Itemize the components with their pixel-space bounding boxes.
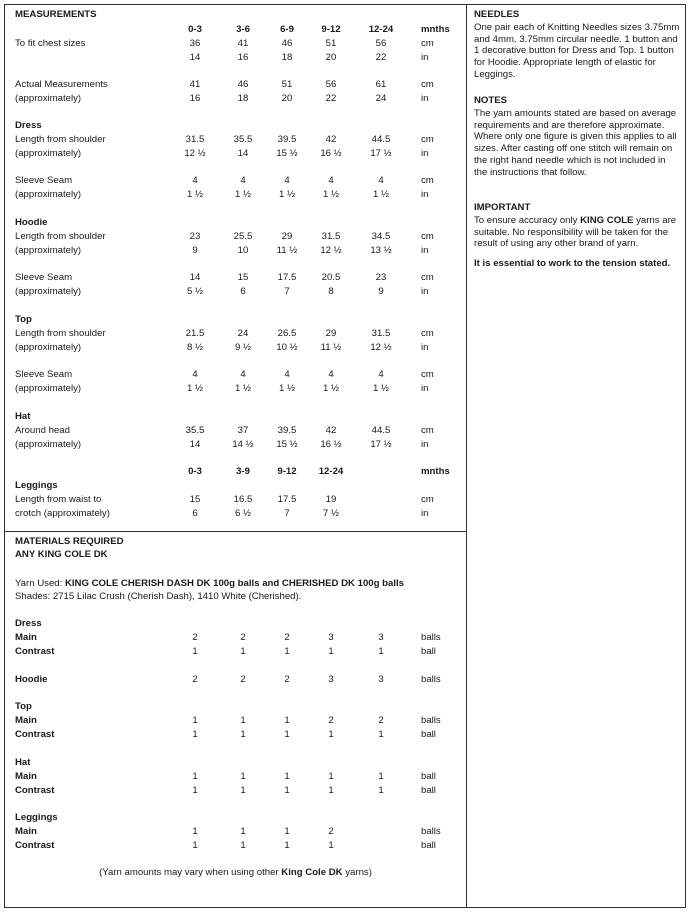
unit-label: ball	[421, 729, 436, 740]
row-label: Length from shoulder	[15, 231, 106, 242]
in-value: 20	[325, 52, 337, 63]
in-value: 1 ½	[234, 383, 251, 394]
in-value: 15 ½	[276, 439, 298, 450]
cm-value: 14	[189, 272, 201, 283]
in-value: 14	[189, 52, 201, 63]
unit-label: balls	[421, 715, 441, 726]
in-value: 7 ½	[322, 508, 339, 519]
cm-value: 36	[189, 38, 201, 49]
section-title: Top	[15, 701, 32, 712]
cm-value: 4	[240, 175, 246, 186]
cm-value: 39.5	[277, 425, 297, 436]
ball-count: 1	[378, 646, 384, 657]
ball-count: 1	[192, 646, 198, 657]
row-label: (approximately)	[15, 439, 82, 450]
unit-label: cm	[421, 328, 434, 339]
cm-value: 4	[284, 175, 290, 186]
ball-count: 1	[284, 715, 290, 726]
unit-label: cm	[421, 231, 434, 242]
ball-count: 1	[328, 840, 334, 851]
cm-value: 41	[237, 38, 249, 49]
ball-count: 1	[328, 785, 334, 796]
size-header: 12-24	[368, 24, 394, 35]
unit-label: in	[421, 148, 429, 159]
row-label: (approximately)	[15, 93, 82, 104]
in-value: 10	[237, 245, 249, 256]
materials-heading: MATERIALS REQUIRED	[15, 536, 124, 547]
shades: Shades: 2715 Lilac Crush (Cherish Dash), 1410 White (Cherished).	[15, 591, 302, 602]
row-label: Contrast	[15, 785, 55, 796]
unit-label: in	[421, 286, 429, 297]
cm-value: 46	[237, 79, 249, 90]
yarn-used: Yarn Used: KING COLE CHERISH DASH DK 100g balls and CHERISHED DK 100g balls	[15, 578, 404, 589]
in-value: 1 ½	[322, 189, 339, 200]
row-label: Contrast	[15, 840, 55, 851]
in-value: 22	[325, 93, 337, 104]
column-divider	[466, 4, 467, 908]
unit-label: cm	[421, 38, 434, 49]
cm-value: 17.5	[277, 494, 297, 505]
row-label: Contrast	[15, 646, 55, 657]
cm-value: 51	[325, 38, 337, 49]
ball-count: 2	[284, 674, 290, 685]
in-value: 9 ½	[234, 342, 251, 353]
in-value: 16 ½	[320, 439, 342, 450]
size-header: 0-3	[188, 24, 202, 35]
tension-note: It is essential to work to the tension stated.	[474, 258, 671, 270]
ball-count: 1	[192, 785, 198, 796]
cm-value: 4	[328, 175, 334, 186]
in-value: 5 ½	[186, 286, 203, 297]
cm-value: 4	[240, 369, 246, 380]
in-value: 1 ½	[372, 383, 389, 394]
cm-value: 31.5	[321, 231, 341, 242]
section-title: Hoodie	[15, 674, 48, 685]
row-label: Sleeve Seam	[15, 272, 73, 283]
cm-value: 46	[281, 38, 293, 49]
unit-label: cm	[421, 369, 434, 380]
row-label: Main	[15, 632, 37, 643]
ball-count: 1	[240, 771, 246, 782]
ball-count: 1	[284, 785, 290, 796]
ball-count: 2	[240, 632, 246, 643]
unit-label: ball	[421, 785, 436, 796]
row-label: Main	[15, 826, 37, 837]
section-title: Top	[15, 314, 32, 325]
ball-count: 1	[284, 729, 290, 740]
unit-label: in	[421, 342, 429, 353]
unit-label: ball	[421, 646, 436, 657]
cm-value: 21.5	[185, 328, 205, 339]
in-value: 9	[192, 245, 198, 256]
cm-value: 4	[328, 369, 334, 380]
cm-value: 34.5	[371, 231, 391, 242]
row-label: Around head	[15, 425, 70, 436]
in-value: 17 ½	[370, 439, 392, 450]
in-value: 14 ½	[232, 439, 254, 450]
in-value: 6 ½	[234, 508, 251, 519]
section-title: Hat	[15, 411, 31, 422]
in-value: 9	[378, 286, 384, 297]
ball-count: 2	[328, 715, 334, 726]
in-value: 14	[237, 148, 249, 159]
size-header: 3-9	[236, 466, 250, 477]
size-header: 6-9	[280, 24, 294, 35]
cm-value: 42	[325, 134, 337, 145]
size-header: 9-12	[277, 466, 297, 477]
ball-count: 1	[240, 785, 246, 796]
row-label: Length from waist to	[15, 494, 102, 505]
unit-label: cm	[421, 272, 434, 283]
cm-value: 39.5	[277, 134, 297, 145]
unit-label: in	[421, 245, 429, 256]
in-value: 22	[375, 52, 387, 63]
cm-value: 15	[189, 494, 201, 505]
cm-value: 61	[375, 79, 387, 90]
cm-value: 23	[375, 272, 387, 283]
cm-value: 25.5	[233, 231, 253, 242]
in-value: 6	[240, 286, 246, 297]
cm-value: 51	[281, 79, 293, 90]
cm-value: 31.5	[185, 134, 205, 145]
row-label: (approximately)	[15, 286, 82, 297]
cm-value: 4	[192, 369, 198, 380]
row-label: Actual Measurements	[15, 79, 108, 90]
unit-label: in	[421, 189, 429, 200]
cm-value: 26.5	[277, 328, 297, 339]
unit-label: in	[421, 93, 429, 104]
unit-label: in	[421, 52, 429, 63]
unit-header: mnths	[421, 24, 450, 35]
ball-count: 1	[192, 771, 198, 782]
in-value: 1 ½	[278, 383, 295, 394]
ball-count: 3	[378, 674, 384, 685]
section-title: Leggings	[15, 480, 58, 491]
ball-count: 1	[378, 771, 384, 782]
in-value: 12 ½	[370, 342, 392, 353]
cm-value: 42	[325, 425, 337, 436]
unit-label: cm	[421, 79, 434, 90]
ball-count: 2	[328, 826, 334, 837]
in-value: 1 ½	[278, 189, 295, 200]
ball-count: 1	[240, 715, 246, 726]
unit-header: mnths	[421, 466, 450, 477]
ball-count: 1	[328, 771, 334, 782]
in-value: 1 ½	[186, 383, 203, 394]
cm-value: 56	[375, 38, 387, 49]
materials-subheading: ANY KING COLE DK	[15, 549, 108, 560]
ball-count: 1	[192, 840, 198, 851]
cm-value: 17.5	[277, 272, 297, 283]
section-title: Leggings	[15, 812, 58, 823]
cm-value: 31.5	[371, 328, 391, 339]
unit-label: balls	[421, 674, 441, 685]
cm-value: 35.5	[185, 425, 205, 436]
ball-count: 1	[328, 729, 334, 740]
cm-value: 24	[237, 328, 249, 339]
footnote: (Yarn amounts may vary when using other King Cole DK yarns)	[99, 867, 372, 878]
cm-value: 41	[189, 79, 201, 90]
row-label: (approximately)	[15, 189, 82, 200]
ball-count: 3	[378, 632, 384, 643]
row-label: Length from shoulder	[15, 134, 106, 145]
in-value: 12 ½	[320, 245, 342, 256]
in-value: 10 ½	[276, 342, 298, 353]
in-value: 1 ½	[234, 189, 251, 200]
unit-label: in	[421, 508, 429, 519]
needles-section	[474, 9, 680, 81]
row-label: Length from shoulder	[15, 328, 106, 339]
row-label: (approximately)	[15, 383, 82, 394]
size-header: 12-24	[318, 466, 344, 477]
size-header: 3-6	[236, 24, 250, 35]
cm-value: 4	[378, 175, 384, 186]
important-section	[474, 202, 680, 270]
cm-value: 4	[378, 369, 384, 380]
row-label: Contrast	[15, 729, 55, 740]
row-label: crotch (approximately)	[15, 508, 110, 519]
important-text: To ensure accuracy only KING COLE yarns are suitable. No responsibility will be taken for the result of using any other brand of yarn.	[474, 214, 677, 250]
notes-section	[474, 95, 680, 179]
ball-count: 1	[284, 826, 290, 837]
needles-text: One pair each of Knitting Needles sizes 3.75mm and 4mm. 3.75mm circular needle. 1 button and 1 decorative button for Dress and Top. 1 button for Hoodie. Appropriate length of elastic for Leggings.	[474, 21, 680, 80]
ball-count: 1	[378, 785, 384, 796]
ball-count: 1	[240, 826, 246, 837]
row-label: Sleeve Seam	[15, 175, 73, 186]
unit-label: ball	[421, 840, 436, 851]
ball-count: 2	[240, 674, 246, 685]
row-label: (approximately)	[15, 342, 82, 353]
row-label: Sleeve Seam	[15, 369, 73, 380]
section-title: Dress	[15, 618, 42, 629]
in-value: 20	[281, 93, 293, 104]
unit-label: cm	[421, 494, 434, 505]
size-header: 0-3	[188, 466, 202, 477]
in-value: 7	[284, 508, 290, 519]
unit-label: balls	[421, 826, 441, 837]
row-label: Main	[15, 715, 37, 726]
cm-value: 44.5	[371, 425, 391, 436]
ball-count: 1	[240, 840, 246, 851]
section-divider	[4, 531, 467, 532]
cm-value: 20.5	[321, 272, 341, 283]
row-label: (approximately)	[15, 245, 82, 256]
cm-value: 44.5	[371, 134, 391, 145]
in-value: 16	[237, 52, 249, 63]
in-value: 1 ½	[322, 383, 339, 394]
cm-value: 29	[325, 328, 337, 339]
in-value: 13 ½	[370, 245, 392, 256]
unit-label: in	[421, 439, 429, 450]
cm-value: 56	[325, 79, 337, 90]
unit-label: cm	[421, 425, 434, 436]
cm-value: 23	[189, 231, 201, 242]
in-value: 18	[281, 52, 293, 63]
cm-value: 4	[192, 175, 198, 186]
in-value: 11 ½	[276, 245, 298, 256]
cm-value: 29	[281, 231, 293, 242]
section-title: Hat	[15, 757, 31, 768]
notes-heading: NOTES	[474, 95, 508, 106]
ball-count: 1	[192, 826, 198, 837]
ball-count: 1	[328, 646, 334, 657]
unit-label: cm	[421, 134, 434, 145]
section-title: Hoodie	[15, 217, 48, 228]
in-value: 16	[189, 93, 201, 104]
in-value: 1 ½	[186, 189, 203, 200]
unit-label: balls	[421, 632, 441, 643]
cm-value: 15	[237, 272, 249, 283]
ball-count: 1	[192, 729, 198, 740]
row-label: (approximately)	[15, 148, 82, 159]
ball-count: 1	[284, 646, 290, 657]
cm-value: 35.5	[233, 134, 253, 145]
section-title: Dress	[15, 120, 42, 131]
ball-count: 3	[328, 632, 334, 643]
ball-count: 1	[240, 729, 246, 740]
unit-label: ball	[421, 771, 436, 782]
in-value: 17 ½	[370, 148, 392, 159]
in-value: 11 ½	[320, 342, 342, 353]
important-heading: IMPORTANT	[474, 202, 531, 213]
ball-count: 2	[192, 674, 198, 685]
notes-text: The yarn amounts stated are based on average requirements and are therefore approximate. Where only one figure is given this applies to all sizes. After casting off one stitch will remain on the right hand needle which is not included in the instructions that follow.	[474, 107, 677, 178]
measurements-heading: MEASUREMENTS	[15, 9, 97, 20]
row-label: To fit chest sizes	[15, 38, 86, 49]
cm-value: 4	[284, 369, 290, 380]
unit-label: cm	[421, 175, 434, 186]
ball-count: 1	[284, 840, 290, 851]
ball-count: 1	[284, 771, 290, 782]
row-label: Main	[15, 771, 37, 782]
in-value: 15 ½	[276, 148, 298, 159]
ball-count: 2	[192, 632, 198, 643]
in-value: 7	[284, 286, 290, 297]
ball-count: 1	[192, 715, 198, 726]
ball-count: 3	[328, 674, 334, 685]
in-value: 1 ½	[372, 189, 389, 200]
cm-value: 16.5	[233, 494, 253, 505]
needles-heading: NEEDLES	[474, 9, 520, 20]
in-value: 14	[189, 439, 201, 450]
size-header: 9-12	[321, 24, 341, 35]
in-value: 8	[328, 286, 334, 297]
unit-label: in	[421, 383, 429, 394]
ball-count: 2	[284, 632, 290, 643]
cm-value: 37	[237, 425, 249, 436]
ball-count: 2	[378, 715, 384, 726]
in-value: 6	[192, 508, 198, 519]
in-value: 16 ½	[320, 148, 342, 159]
cm-value: 19	[325, 494, 337, 505]
ball-count: 1	[378, 729, 384, 740]
ball-count: 1	[240, 646, 246, 657]
in-value: 8 ½	[186, 342, 203, 353]
in-value: 12 ½	[184, 148, 206, 159]
in-value: 24	[375, 93, 387, 104]
in-value: 18	[237, 93, 249, 104]
